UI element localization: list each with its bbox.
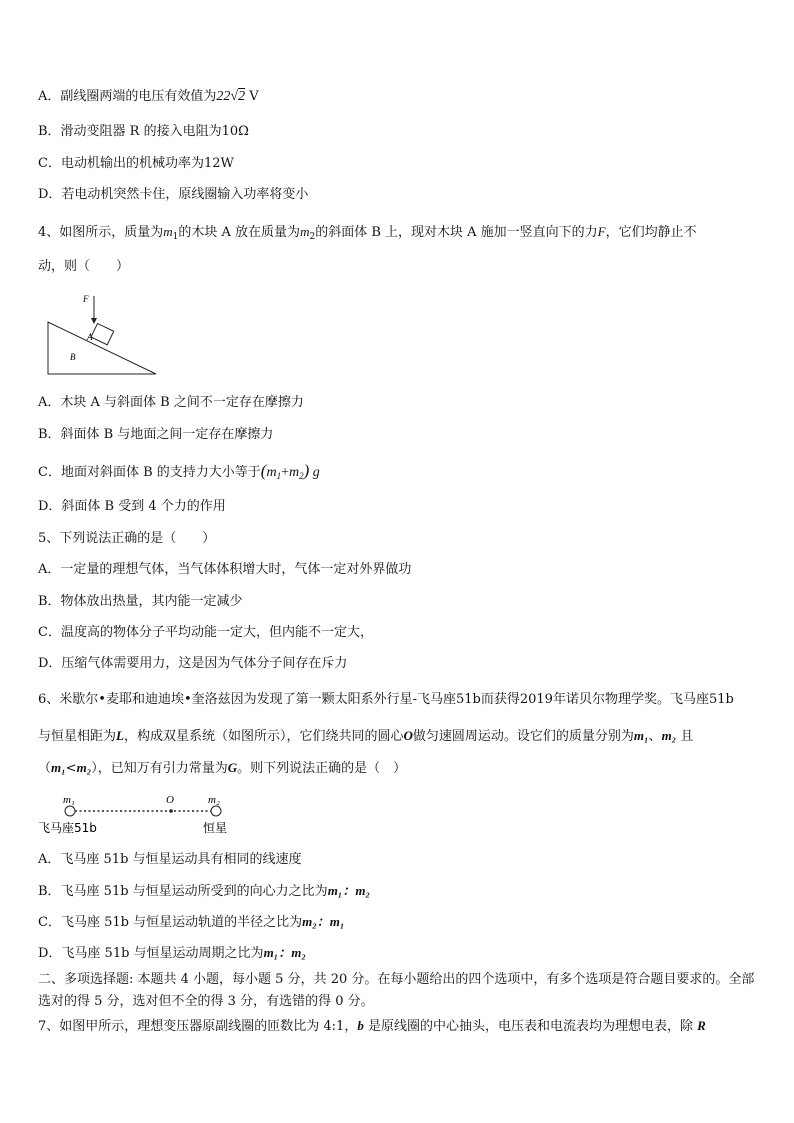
m1-label: m₁ [63, 794, 75, 806]
wedge-label: B [70, 352, 76, 362]
q4-stem-line2: 动，则（ ） [38, 259, 130, 274]
q4-stem-text: ，它们均静止不 [605, 225, 697, 240]
q6-option-c [38, 913, 344, 932]
q6-text: （ [38, 761, 52, 776]
q4-option-c-expression [260, 461, 320, 481]
force-label: F [83, 294, 89, 304]
q7-text: 7、如图甲所示，理想变压器原副线圈的匝数比为 4:1， [38, 1019, 358, 1034]
force-arrowhead [91, 318, 97, 324]
q6-option-c-text: C．飞马座 51b 与恒星运动轨道的半径之比为 [38, 915, 303, 930]
q4-m-symbol: m [163, 224, 173, 239]
q3-option-a-unit: V [249, 89, 259, 104]
q5-option-c: C．温度高的物体分子平均动能一定大，但内能不一定大， [38, 625, 373, 640]
q3-option-d: D．若电动机突然卡住，原线圈输入功率将变小 [38, 187, 309, 202]
q6-option-c-ratio: m₂：m₁ [302, 914, 345, 929]
q6-option-d-ratio: m₁：m₂ [263, 945, 306, 960]
star-circle [211, 806, 221, 816]
center-point [169, 809, 173, 813]
q3-option-a-radicand: 2 [238, 89, 246, 104]
q7-text: 是原线圈的中心抽头，电压表和电流表均为理想电表，除 [363, 1019, 698, 1034]
mass-sub: 1 [276, 471, 282, 481]
q6-option-b-ratio: m₁：m₂ [327, 883, 370, 898]
separator: 、 [648, 729, 662, 744]
q6-option-b-text: B．飞马座 51b 与恒星运动所受到的向心力之比为 [38, 884, 328, 899]
m2-symbol: m₂ [76, 760, 92, 775]
star-name: 恒星 [203, 821, 228, 835]
q6-text: 做匀速圆周运动。设它们的质量分别为 [412, 729, 634, 744]
planet-name: 飞马座51b [38, 821, 97, 835]
q6-text: 且 [680, 729, 694, 744]
q4-force-symbol: F [597, 224, 606, 239]
q4-stem-text: 4、如图所示，质量为 [38, 225, 164, 240]
sqrt-symbol: √ [230, 89, 239, 104]
q4-stem-line1 [38, 223, 697, 246]
q3-option-b: B．滑动变阻器 R 的接入电阻为10Ω [38, 124, 249, 139]
q4-option-c-text: C．地面对斜面体 B 的支持力大小等于 [38, 465, 261, 480]
mass-symbol: m [288, 465, 300, 480]
q6-option-d [38, 944, 306, 963]
q3-option-a-number: 22 [216, 89, 231, 104]
g-symbol: g [312, 465, 320, 480]
resistor-symbol: R [697, 1018, 706, 1033]
block-shape [91, 323, 114, 344]
q6-text: ），已知万有引力常量为 [91, 761, 228, 776]
q6-text: 与恒星相距为 [38, 729, 117, 744]
q5-option-d: D．压缩气体需要用力，这是因为气体分子间存在斥力 [38, 656, 348, 671]
q6-option-d-text: D．飞马座 51b 与恒星运动周期之比为 [38, 946, 264, 961]
tap-symbol: b [357, 1018, 364, 1033]
m2-symbol: m₂ [661, 728, 677, 743]
q6-text: 。则下列说法正确的是（ ） [237, 761, 407, 776]
q4-option-c [38, 462, 320, 485]
q3-option-c: C．电动机输出的机械功率为12W [38, 156, 234, 171]
q6-stem-line2 [38, 727, 693, 746]
m1-symbol: m₁ [633, 728, 649, 743]
q6-text: ，构成双星系统（如图所示），它们绕共同的圆心 [123, 729, 404, 744]
distance-symbol: L [116, 728, 124, 743]
q4-stem-text: 的斜面体 B 上，现对木块 A 施加一竖直向下的力 [315, 225, 598, 240]
q6-binary-star-figure [36, 790, 246, 836]
center-symbol: O [403, 728, 413, 743]
m2-label: m₂ [208, 794, 220, 806]
q4-m-sub: 2 [309, 232, 316, 242]
plus-symbol: + [281, 465, 289, 480]
q4-option-a: A．木块 A 与斜面体 B 之间不一定存在摩擦力 [38, 395, 304, 410]
q4-m-sub: 1 [172, 232, 179, 242]
center-label: O [166, 794, 174, 806]
paren-right: ) [303, 461, 310, 480]
q4-incline-figure [44, 290, 164, 376]
q7-stem [38, 1017, 706, 1036]
q4-option-d: D．斜面体 B 受到 4 个力的作用 [38, 499, 226, 514]
q3-option-a-value [216, 89, 245, 104]
q6-option-b [38, 882, 370, 901]
q3-option-a [38, 88, 259, 106]
q4-option-b: B．斜面体 B 与地面之间一定存在摩擦力 [38, 427, 274, 442]
q5-stem: 5、下列说法正确的是（ ） [38, 531, 216, 546]
q5-option-a: A．一定量的理想气体，当气体体积增大时，气体一定对外界做功 [38, 562, 412, 577]
mass-symbol: m [266, 465, 277, 480]
paren-left: ( [260, 461, 267, 480]
q5-option-b: B．物体放出热量，其内能一定减少 [38, 594, 243, 609]
less-than-symbol: < [65, 761, 77, 776]
q4-m-symbol: m [300, 224, 310, 239]
q4-stem-text: 的木块 A 放在质量为 [178, 225, 301, 240]
q6-stem-line3 [38, 759, 406, 778]
planet-circle [65, 806, 75, 816]
gravity-constant-symbol: G [227, 760, 238, 775]
q3-option-a-text: A．副线圈两端的电压有效值为 [38, 89, 217, 104]
block-label: A [87, 332, 93, 342]
m1-symbol: m₁ [51, 760, 66, 775]
mass-sub: 2 [299, 471, 304, 481]
q6-option-a: A．飞马座 51b 与恒星运动具有相同的线速度 [38, 852, 302, 867]
q6-stem-line1: 6、米歇尔•麦耶和迪迪埃•奎洛兹因为发现了第一颗太阳系外行星-飞马座51b而获得2019年诺贝尔物理学奖。飞马座51b [38, 692, 734, 707]
section-2-instructions: 二、多项选择题: 本题共 4 小题，每小题 5 分，共 20 分。在每小题给出的四个选项中，有多个选项是符合题目要求的。全部选对的得 5 分，选对但不全的得 3 分，有选错的得 0 分。 [38, 972, 755, 1009]
